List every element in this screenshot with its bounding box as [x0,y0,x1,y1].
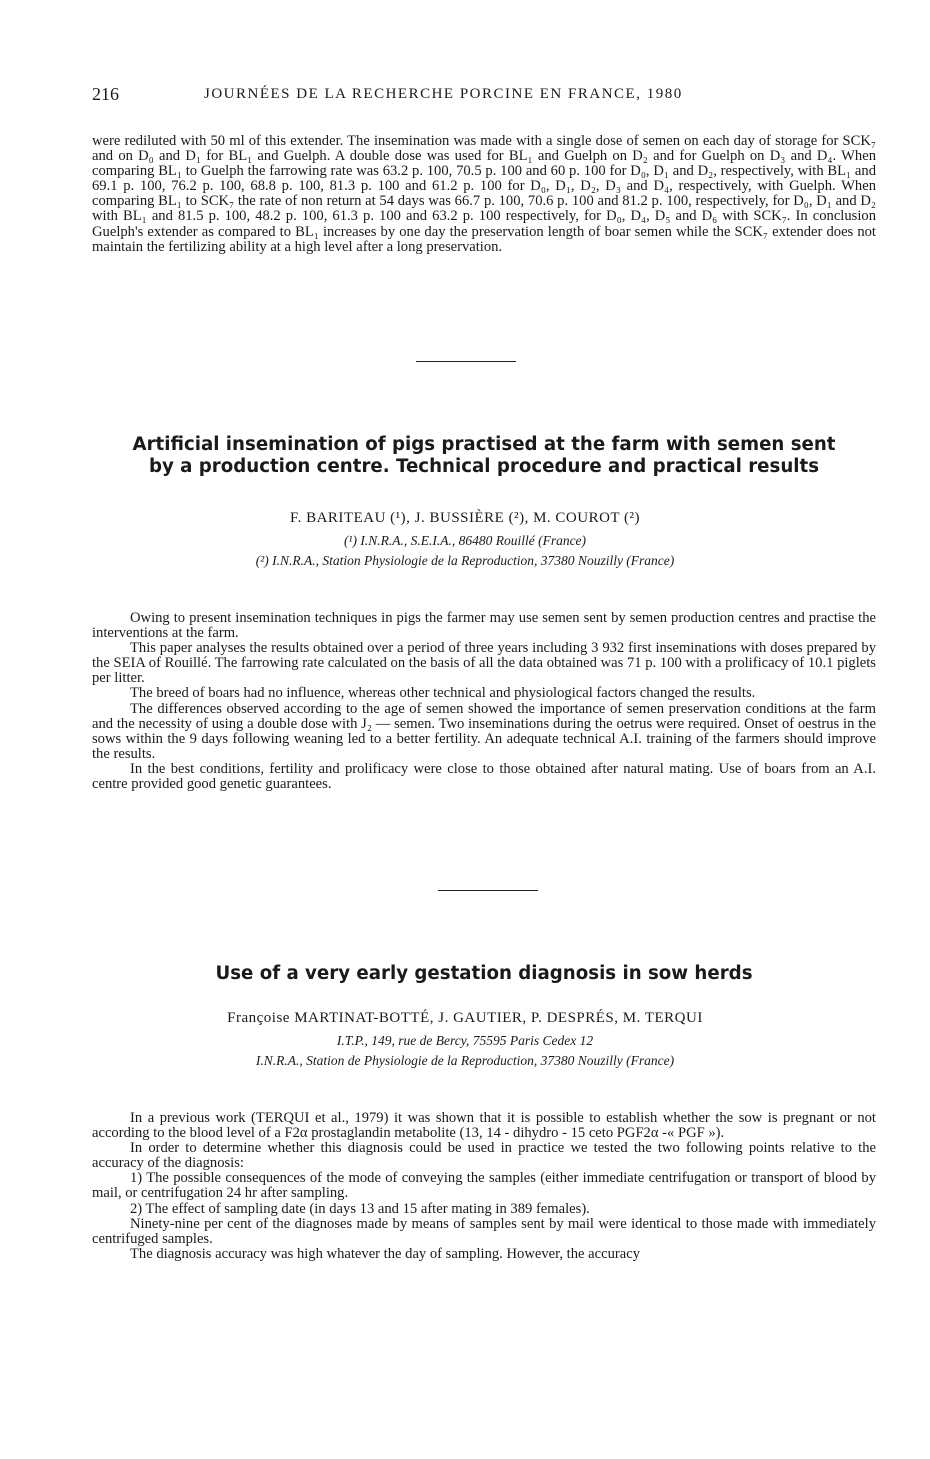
article3-paragraph: 2) The effect of sampling date (in days 13 and 15 after mating in 389 females). [130,1200,590,1217]
article2-paragraph: This paper analyses the results obtained over a period of three years including 3 932 first inseminations with doses prepared by the SEIA of Rouillé. The farrowing rate calculated on the basis of all the data obtained was 71 p. 100 with a prolificacy of 10.1 piglets per litter. [92,640,876,687]
article2-authors: F. BARITEAU (¹), J. BUSSIÈRE (²), M. COUROT (²) [289,510,641,526]
article2-affiliation-1: (¹) I.N.R.A., S.E.I.A., 86480 Rouillé (France) [343,533,587,548]
article3-paragraph: In a previous work (TERQUI et al., 1979) it was shown that it is possible to establish whether the sow is pregnant or not according to the blood level of a F2α prostaglandin metabolite (13, 14 - dihydro - 15 ceto PGF2α -« PGF »). [92,1110,876,1142]
article3-affiliation-1: I.T.P., 149, rue de Bercy, 75595 Paris Cedex 12 [336,1033,594,1048]
abstract1-continuation [92,134,876,255]
article3-authors: Françoise MARTINAT-BOTTÉ, J. GAUTIER, P. DESPRÉS, M. TERQUI [227,1010,703,1026]
running-head [92,84,852,108]
article3-paragraph: Ninety-nine per cent of the diagnoses made by means of samples sent by mail were identical to those made with immediately centrifuged samples. [92,1215,876,1247]
article3-paragraph: 1) The possible consequences of the mode of conveying the samples (either immediate centrifugation or transport of blood by mail, or centrifugation 24 hr after sampling. [92,1170,876,1202]
article2-title [92,434,876,478]
abstract1-paragraph: were rediluted with 50 ml of this extender. The insemination was made with a single dose of semen on each day of storage for SCK₇ and on D₀ and D₁ for BL₁ and Guelph. A double dose was used for BL₁ and Guelph on D₂ and for Guelph on D₃ and D₄. When comparing BL₁ to Guelph the farrowing rate was 63.2 p. 100, 70.5 p. 100 and 60 p. 100 for D₀, D₁ and D₂, respectively, with BL₁ and 69.1 p. 100, 76.2 p. 100, 68.8 p. 100, 81.3 p. 100 and 61.2 p. 100 for D₀, D₁, D₂, D₃ and D₄, respectively, with Guelph. When comparing BL₁ to SCK₇ the rate of non return at 54 days was 66.7 p. 100, 70.6 p. 100 and 81.2 p. 100, respectively, for D₀, D₁ and D₂ with BL₁ and 81.5 p. 100, 48.2 p. 100, 61.3 p. 100 and 63.2 p. 100 respectively, for D₀, D₄, D₅ and D₆ with SCK₇. In conclusion Guelph's extender as compared to BL₁ increases by one day the preservation length of boar semen while the SCK₇ extender does not maintain the fertilizing ability at a high level after a long preservation. [92,133,876,255]
article2-paragraph: The breed of boars had no influence, whereas other technical and physiological factors changed the results. [130,685,756,702]
article3-title: Use of a very early gestation diagnosis in sow herds [215,963,753,984]
article2-paragraph: The differences observed according to the age of semen showed the importance of semen preservation conditions at the farm and the necessity of using a double dose with J₂ — semen. Two inseminations during the oetrus were required. Onset of oestrus in the sows within the 9 days following weaning led to a better fertility. An adequate technical A.I. training of the farmers should improve the results. [92,700,876,762]
article2-paragraph: In the best conditions, fertility and prolificacy were close to those obtained after natural mating. Use of boars from an A.I. centre provided good genetic guarantees. [92,760,876,793]
article3-paragraph: The diagnosis accuracy was high whatever the day of sampling. However, the accuracy [130,1245,640,1262]
page-number: 216 [92,84,119,104]
article2-abstract [92,611,876,792]
article3-paragraph: In order to determine whether this diagnosis could be used in practice we tested the two following points relative to the accuracy of the diagnosis: [92,1140,876,1172]
section-divider [438,890,538,891]
article2-title-line2: by a production centre. Technical procedure and practical results [148,456,820,477]
article2-paragraph: Owing to present insemination techniques in pigs the farmer may use semen sent by semen production centres and practise the interventions at the farm. [92,610,876,642]
article2-affiliation-2: (²) I.N.R.A., Station Physiologie de la Reproduction, 37380 Nouzilly (France) [255,553,675,568]
article3-affiliation-2: I.N.R.A., Station de Physiologie de la Reproduction, 37380 Nouzilly (France) [255,1053,675,1068]
article2-title-line1: Artificial insemination of pigs practised at the farm with semen sent [132,434,836,455]
section-divider [416,361,516,362]
journal-title: JOURNÉES DE LA RECHERCHE PORCINE EN FRANCE, 1980 [204,86,683,102]
article3-abstract [92,1111,876,1262]
